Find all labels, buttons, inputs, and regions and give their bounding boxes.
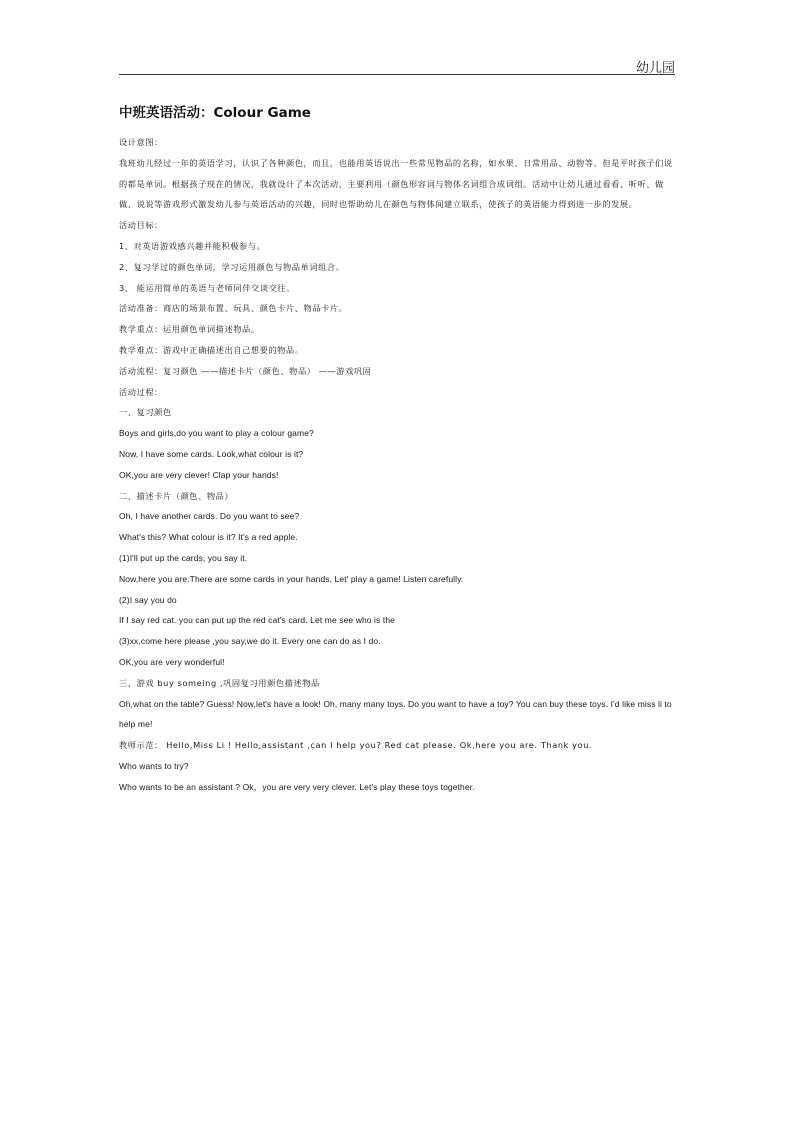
paragraph-line: 活动流程：复习颜色 ——描述卡片（颜色、物品） ——游戏巩固 xyxy=(119,365,372,376)
paragraph-line: 我班幼儿经过一年的英语学习，认识了各种颜色，而且，也能用英语说出一些常见物品的名称，如水果、日常用品、动物等。但是平时孩子们说的都是单词。根据孩子现在的情况，我就设计了本次活动，主要利用（颜色形容词与物体名词组合成词组。活动中让幼儿通过看看、听听、做做、说说等游戏形式激发幼儿参与英语活动的兴趣，同时也帮助幼儿在颜色与物体间建立联系，使孩子的英语能力得到进一步的发展。 xyxy=(119,157,673,210)
document-body xyxy=(119,104,675,798)
paragraph-line: (2)I say you do xyxy=(119,594,177,605)
paragraph-line: 活动过程： xyxy=(119,386,163,397)
paragraph-line: OK,you are very wonderful! xyxy=(119,656,225,667)
page-header-label: 幼儿园 xyxy=(635,61,675,76)
paragraph-line: Boys and girls,do you want to play a colour game? xyxy=(119,428,314,439)
paragraph-line: 活动目标： xyxy=(119,220,163,231)
paragraph-line: 一、复习颜色 xyxy=(119,407,172,418)
header-divider xyxy=(119,74,675,75)
paragraph-line: OK,you are very clever! Clap your hands! xyxy=(119,469,279,480)
paragraph-line: 2、复习学过的颜色单词，学习运用颜色与物品单词组合。 xyxy=(119,261,345,272)
paragraph-line: Who wants to be an assistant ? Ok，you are very very clever. Let's play these toys together. xyxy=(119,781,475,792)
paragraph-line: Who wants to try? xyxy=(119,760,189,771)
document-lines xyxy=(119,132,675,798)
paragraph-line: What's this? What colour is it? It's a red apple. xyxy=(119,532,298,543)
paragraph-line: 设计意图： xyxy=(119,137,163,147)
paragraph-line: 3、 能运用简单的英语与老师同伴交谈交往。 xyxy=(119,282,295,293)
paragraph-line: 教师示范： Hello,Miss Li ! Hello,assistant ,can I help you? Red cat please. Ok,here you are. Thank you. xyxy=(119,740,593,751)
paragraph-line: Oh, I have another cards. Do you want to see? xyxy=(119,511,300,522)
paragraph-line: 二、描述卡片（颜色、物品） xyxy=(119,490,234,501)
document-title: 中班英语活动：Colour Game xyxy=(119,105,311,121)
paragraph-line: If I say red cat. you can put up the red cat's card. Let me see who is the xyxy=(119,615,395,626)
paragraph-line: 教学重点：运用颜色单词描述物品。 xyxy=(119,324,260,335)
paragraph-line: Now,here you are.There are some cards in your hands, Let' play a game! Listen carefully. xyxy=(119,573,464,584)
paragraph-line: (3)xx,come here please ,you say,we do it. Every one can do as I do. xyxy=(119,636,381,647)
paragraph-line: 1、对英语游戏感兴趣并能积极参与。 xyxy=(119,240,266,251)
paragraph-line: 三、游戏 buy someing ,巩固复习用颜色描述物品 xyxy=(119,677,320,688)
paragraph-line: 活动准备：商店的场景布置、玩具、颜色卡片、物品卡片。 xyxy=(119,303,348,314)
paragraph-line: Now, I have some cards. Look,what colour is it? xyxy=(119,448,304,459)
paragraph-line: (1)I'll put up the cards, you say it. xyxy=(119,552,248,563)
paragraph-line: Oh,what on the table? Guess! Now,let's have a look! Oh, many many toys. Do you want to have a toy? You can buy these toys. I'd like miss li to help me! xyxy=(119,698,672,730)
paragraph-line: 教学难点：游戏中正确描述出自己想要的物品。 xyxy=(119,344,304,355)
